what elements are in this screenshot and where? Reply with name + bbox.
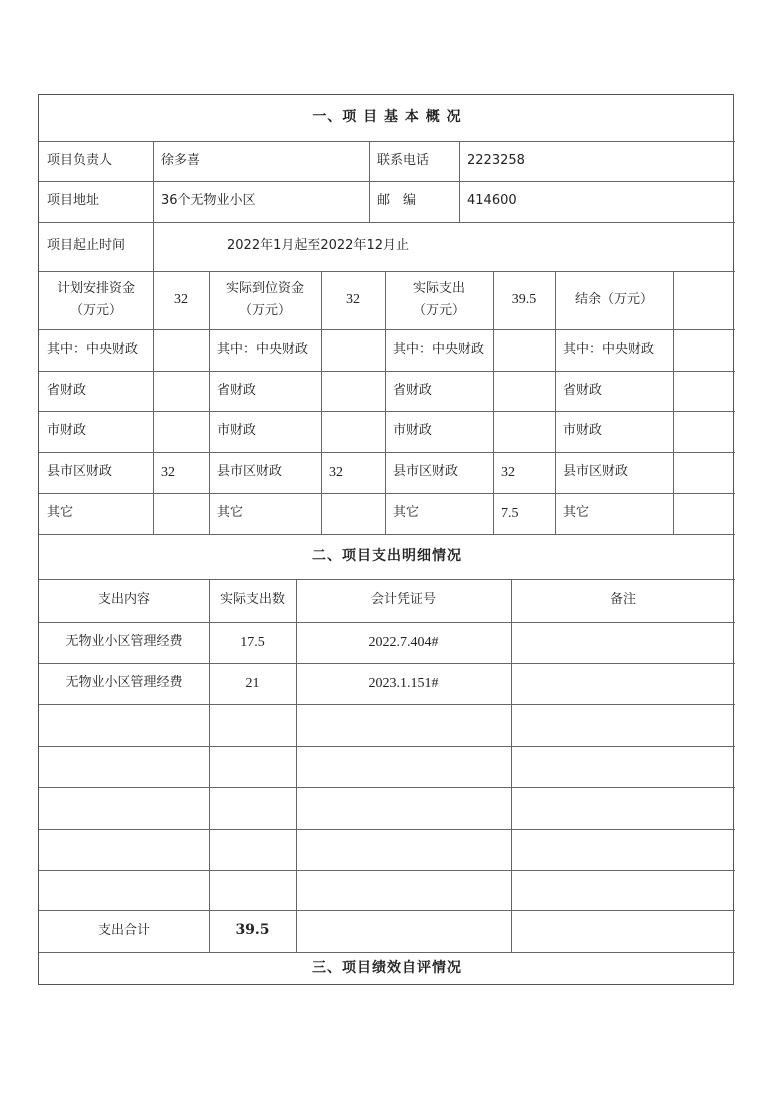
detail-cell (296, 787, 511, 829)
info-phone-value: 2223258 (467, 152, 525, 168)
fund-source-value (493, 371, 555, 411)
detail-cell (209, 704, 296, 746)
fund-source-label: 县市区财政 (217, 464, 283, 480)
fund-header-value: 32 (346, 292, 360, 308)
detail-cell (209, 829, 296, 870)
fund-source-value: 32 (329, 464, 343, 480)
fund-source-value (673, 411, 735, 452)
fund-source-value: 7.5 (501, 505, 519, 521)
detail-cell: 17.5 (240, 634, 265, 650)
info-postcode-value: 414600 (467, 193, 517, 209)
fund-header-unit: （万元） (238, 303, 291, 318)
info-leader-value: 徐多喜 (161, 152, 201, 168)
fund-source-label: 省财政 (47, 382, 87, 398)
fund-source-value (493, 329, 555, 371)
info-period-value: 2022年1月起至2022年12月止 (227, 238, 409, 254)
detail-cell (511, 622, 735, 663)
detail-cell (511, 704, 735, 746)
detail-cell (296, 746, 511, 787)
detail-cell: 21 (245, 675, 260, 691)
detail-cell: 无物业小区管理经费 (65, 634, 183, 650)
fund-header-3 (385, 271, 493, 329)
info-leader-label: 项目负责人 (47, 152, 113, 168)
fund-header-label: 计划安排资金 (56, 280, 135, 296)
detail-cell (511, 870, 735, 910)
fund-header-1 (39, 271, 153, 329)
fund-source-value (321, 493, 385, 534)
detail-cell (209, 787, 296, 829)
fund-source-label: 市财政 (563, 423, 603, 439)
detail-cell (39, 870, 209, 910)
info-address-label: 项目地址 (47, 193, 100, 209)
info-postcode-label: 邮 编 (377, 193, 417, 209)
fund-header-label: 结余（万元） (574, 291, 653, 307)
fund-header-2 (209, 271, 321, 329)
fund-source-label: 县市区财政 (47, 464, 113, 480)
fund-header-label: 实际支出 (412, 280, 465, 296)
total-label: 支出合计 (97, 922, 150, 938)
fund-source-value (321, 411, 385, 452)
fund-source-label: 省财政 (393, 382, 433, 398)
detail-cell (296, 829, 511, 870)
detail-cell (511, 829, 735, 870)
detail-cell (39, 829, 209, 870)
detail-cell (39, 704, 209, 746)
fund-source-label: 其中：中央财政 (563, 341, 655, 357)
fund-source-label: 县市区财政 (393, 464, 459, 480)
info-period-label: 项目起止时间 (47, 238, 126, 254)
detail-cell (296, 870, 511, 910)
fund-header-unit: （万元） (412, 303, 465, 318)
fund-header-value: 39.5 (511, 292, 537, 308)
detail-cell (511, 663, 735, 704)
detail-column-header: 支出内容 (97, 592, 150, 608)
fund-source-value (673, 452, 735, 493)
fund-header-4 (555, 271, 673, 329)
detail-cell (39, 787, 209, 829)
fund-source-value (321, 329, 385, 371)
detail-cell (39, 746, 209, 787)
fund-source-label: 其它 (393, 505, 420, 521)
detail-column-header: 实际支出数 (219, 592, 285, 608)
detail-cell (296, 704, 511, 746)
fund-source-value (153, 329, 209, 371)
detail-cell: 2023.1.151# (368, 675, 439, 691)
fund-source-label: 省财政 (217, 382, 257, 398)
fund-source-label: 其它 (217, 505, 244, 521)
detail-column-header: 会计凭证号 (370, 592, 436, 608)
fund-source-value (153, 411, 209, 452)
detail-cell (511, 787, 735, 829)
fund-header-label: 实际到位资金 (225, 280, 304, 296)
fund-header-value (673, 271, 735, 329)
fund-source-label: 其中：中央财政 (393, 341, 485, 357)
detail-cell: 无物业小区管理经费 (65, 675, 183, 691)
detail-cell: 2022.7.404# (368, 634, 439, 650)
fund-header-unit: （万元） (69, 303, 122, 318)
section-2-title: 二、项目支出明细情况 (312, 547, 462, 564)
fund-source-label: 其中：中央财政 (47, 341, 139, 357)
total-value: 39.5 (235, 922, 270, 939)
section-1-title: 一、项 目 基 本 概 况 (312, 109, 462, 126)
fund-source-label: 省财政 (563, 382, 603, 398)
fund-source-value: 32 (161, 464, 175, 480)
fund-source-label: 县市区财政 (563, 464, 629, 480)
fund-source-label: 其它 (47, 505, 74, 521)
fund-source-value (321, 371, 385, 411)
info-address-value: 36个无物业小区 (161, 193, 256, 209)
fund-source-label: 市财政 (393, 423, 433, 439)
form-sheet (38, 94, 734, 985)
detail-cell (511, 746, 735, 787)
fund-source-value (673, 329, 735, 371)
detail-cell (209, 870, 296, 910)
info-phone-label: 联系电话 (377, 152, 430, 168)
detail-cell (209, 746, 296, 787)
fund-source-value (153, 493, 209, 534)
fund-source-label: 市财政 (47, 423, 87, 439)
section-3-title: 三、项目绩效自评情况 (312, 960, 462, 977)
fund-source-value (153, 371, 209, 411)
fund-source-value (673, 493, 735, 534)
fund-source-value (493, 411, 555, 452)
fund-source-label: 市财政 (217, 423, 257, 439)
fund-source-label: 其它 (563, 505, 590, 521)
fund-header-value: 32 (174, 292, 188, 308)
detail-column-header: 备注 (609, 592, 636, 608)
fund-source-value: 32 (501, 464, 515, 480)
fund-source-label: 其中：中央财政 (217, 341, 309, 357)
fund-source-value (673, 371, 735, 411)
